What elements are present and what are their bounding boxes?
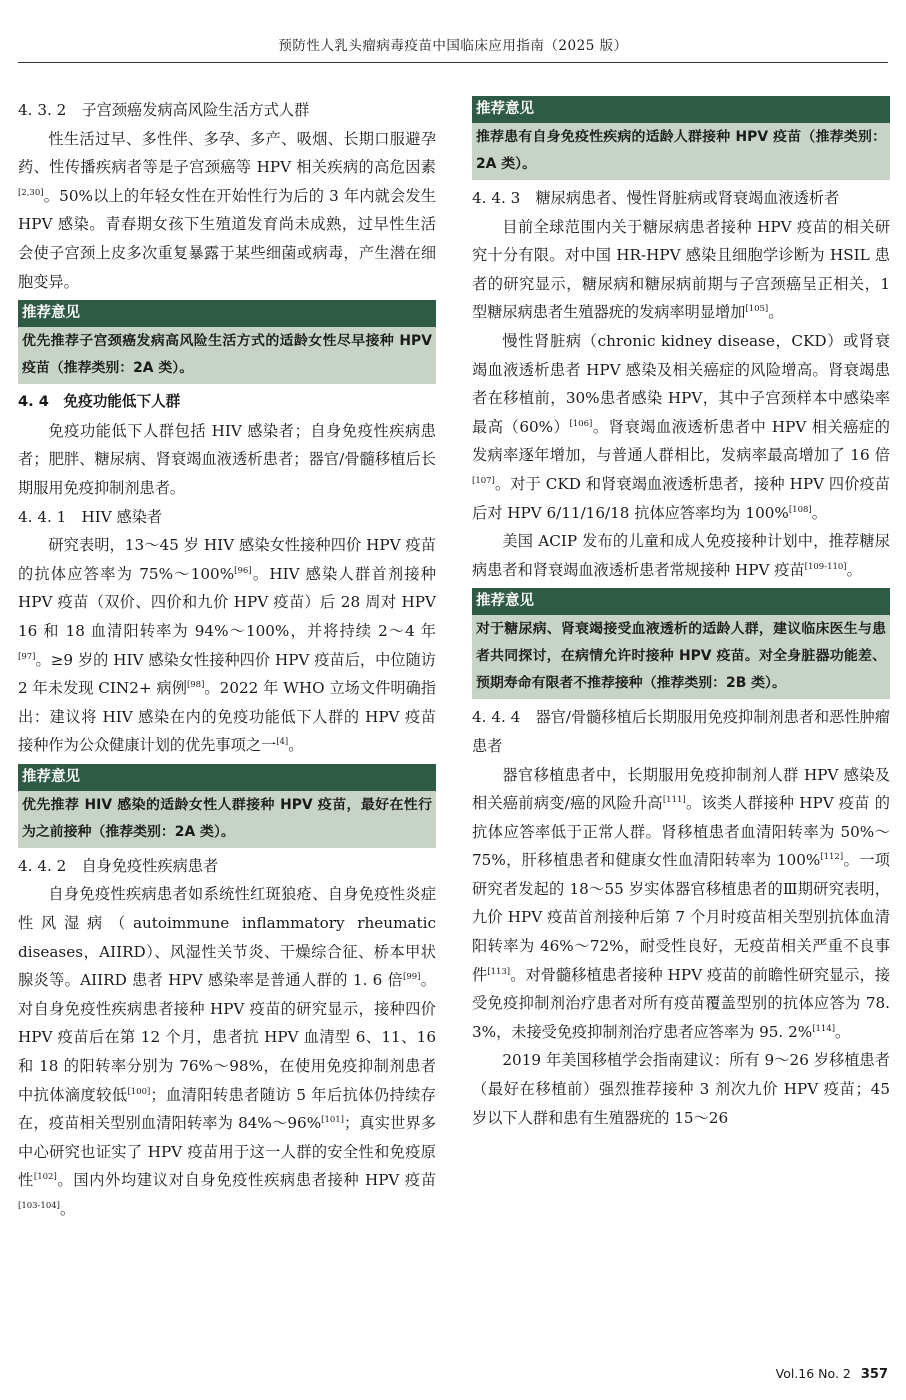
paragraph: 器官移植患者中，长期服用免疫抑制剂人群 HPV 感染及相关癌前病变/癌的风险升高[111]。该类人群接种 HPV 疫苗 的抗体应答率低于正常人群。肾移植患者血清阳转率为 50%～75%，肝移植患者和健康女性血清阳转率为 100%[112]。一项研究者发起的 18～55 岁实体器官移植患者的Ⅲ期研究表明，九价 HPV 疫苗首剂接种后第 7 个月时疫苗相关型别抗体血清阳转率为 46%～72%，耐受性良好，无疫苗相关严重不良事件[113]。对骨髓移植患者接种 HPV 疫苗的前瞻性研究显示，接受免疫抑制剂治疗患者对所有疫苗覆盖型别的抗体应答为 78. 3%，未接受免疫抑制剂治疗患者应答率为 95. 2%[114]。 <box>472 765 891 1041</box>
section-4-4-1-heading: 4. 4. 1 HIV 感染者 <box>18 507 163 526</box>
citation: [106] <box>569 418 593 429</box>
citation: [112] <box>820 852 844 863</box>
recommendation-text: 对于糖尿病、肾衰竭接受血液透析的适龄人群，建议临床医生与患者共同探讨，在病情允许时接种 HPV 疫苗。对全身脏器功能差、预期寿命有限者不推荐接种（推荐类别：2B 类）。 <box>476 621 886 692</box>
citation: [113] <box>487 966 511 977</box>
citation: [4] <box>276 737 289 748</box>
running-head: 预防性人乳头瘤病毒疫苗中国临床应用指南（2025 版） <box>18 34 888 63</box>
paragraph: 性生活过早、多性伴、多孕、多产、吸烟、长期口服避孕药、性传播疾病者等是子宫颈癌等 HPV 相关疾病的高危因素[2,30]。50%以上的年轻女性在开始性行为后的 3 年内就会发生 HPV 感染。青春期女孩下生殖道发育尚未成熟，过早性生活会使子宫颈上皮多次重复暴露于某些细菌或病毒，产生潜在细胞变异。 <box>18 129 436 291</box>
citation: [100] <box>127 1086 151 1097</box>
volume-info: Vol.16 No. 2 <box>775 1366 851 1381</box>
citation: [102] <box>33 1172 57 1183</box>
section-4-4-heading: 4. 4 免疫功能低下人群 <box>18 393 181 411</box>
page-footer <box>776 1366 888 1382</box>
recommendation-heading: 推荐意见 <box>18 764 436 791</box>
paragraph: 2019 年美国移植学会指南建议：所有 9～26 岁移植患者（最好在移植前）强烈推荐接种 3 剂次九价 HPV 疫苗；45 岁以下人群和患有生殖器疣的 15～26 <box>472 1051 890 1127</box>
recommendation-box <box>18 764 436 848</box>
citation: [99] <box>403 972 421 983</box>
citation: [111] <box>662 795 686 806</box>
paragraph: 自身免疫性疾病患者如系统性红斑狼疮、自身免疫性炎症性风湿病（autoimmune inflammatory rheumatic diseases，AIIRD）、风湿性关节炎、干燥综合征、桥本甲状腺炎等。AIIRD 患者 HPV 感染率是普通人群的 1. 6 倍[99]。对自身免疫性疾病患者接种 HPV 疫苗的研究显示，接种四价 HPV 疫苗后在第 12 个月，患者抗 HPV 血清型 6、11、16 和 18 的阳转率分别为 76%～98%，在使用免疫抑制剂患者中抗体滴度较低[100]；血清阳转患者随访 5 年后抗体仍持续存在，疫苗相关型别血清阳转率为 84%～96%[101]；真实世界多中心研究也证实了 HPV 疫苗用于这一人群的安全性和免疫原性[102]。国内外均建议对自身免疫性疾病患者接种 HPV 疫苗[103-104]。 <box>18 885 437 1218</box>
citation: [114] <box>812 1023 836 1034</box>
recommendation-text: 优先推荐 HIV 感染的适龄女性人群接种 HPV 疫苗，最好在性行为之前接种（推荐类别：2A 类）。 <box>22 796 432 840</box>
paragraph: 慢性肾脏病（chronic kidney disease，CKD）或肾衰竭血液透析患者 HPV 感染及相关癌症的风险增高。肾衰竭患者在移植前，30%患者感染 HPV，其中子宫颈样本中感染率最高（60%）[106]。肾衰竭血液透析患者中 HPV 相关癌症的发病率逐年增加，与普通人群相比，发病率最高增加了 16 倍[107]。对于 CKD 和肾衰竭血液透析患者，接种 HPV 四价疫苗后对 HPV 6/11/16/18 抗体应答率均为 100%[108]。 <box>472 331 890 522</box>
left-column <box>18 96 436 1224</box>
paragraph: 美国 ACIP 发布的儿童和成人免疫接种计划中，推荐糖尿病患者和肾衰竭血液透析患者常规接种 HPV 疫苗[109-110]。 <box>472 532 890 579</box>
section-4-4-2-heading: 4. 4. 2 自身免疫性疾病患者 <box>18 856 219 875</box>
citation: [101] <box>321 1115 344 1126</box>
citation: [108] <box>788 504 812 515</box>
citation: [107] <box>472 475 495 486</box>
recommendation-heading: 推荐意见 <box>18 300 436 327</box>
recommendation-box <box>18 300 436 384</box>
recommendation-heading: 推荐意见 <box>472 96 890 123</box>
paragraph: 研究表明，13～45 岁 HIV 感染女性接种四价 HPV 疫苗的抗体应答率为 75%～100%[96]。HIV 感染人群首剂接种 HPV 疫苗（双价、四价和九价 HPV 疫苗）后 28 周对 HPV 16 和 18 血清阳转率为 94%～100%，并将持续 2～4 年[97]。≥9 岁的 HIV 感染女性接种四价 HPV 疫苗后，中位随访 2 年未发现 CIN2+ 病例[98]。2022 年 WHO 立场文件明确指出：建议将 HIV 感染在内的免疫功能低下人群的 HPV 疫苗接种作为公众健康计划的优先事项之一[4]。 <box>18 536 436 755</box>
citation: [97] <box>18 651 36 662</box>
citation: [96] <box>234 565 252 576</box>
citation: [103-104] <box>18 1201 60 1211</box>
page-number: 357 <box>860 1367 888 1382</box>
paragraph: 目前全球范围内关于糖尿病患者接种 HPV 疫苗的相关研究十分有限。对中国 HR-HPV 感染且细胞学诊断为 HSIL 患者的研究显示，糖尿病和糖尿病前期与子宫颈癌呈正相关，1 型糖尿病患者生殖器疣的发病率明显增加[105]。 <box>472 217 890 322</box>
right-column <box>472 96 890 1132</box>
recommendation-text: 推荐患有自身免疫性疾病的适龄人群接种 HPV 疫苗（推荐类别：2A 类）。 <box>476 129 886 172</box>
citation: [109-110] <box>804 561 847 572</box>
recommendation-text: 优先推荐子宫颈癌发病高风险生活方式的适龄女性尽早接种 HPV 疫苗（推荐类别：2A 类）。 <box>22 333 432 377</box>
section-4-3-2-heading: 4. 3. 2 子宫颈癌发病高风险生活方式人群 <box>18 101 310 119</box>
citation: [98] <box>186 680 205 691</box>
recommendation-box <box>472 588 890 699</box>
section-4-4-3-heading: 4. 4. 3 糖尿病患者、慢性肾脏病或肾衰竭血液透析者 <box>472 189 840 207</box>
recommendation-box <box>472 96 890 180</box>
section-4-4-4-heading: 4. 4. 4 器官/骨髓移植后长期服用免疫抑制剂患者和恶性肿瘤患者 <box>472 708 890 755</box>
paragraph: 免疫功能低下人群包括 HIV 感染者；自身免疫性疾病患者；肥胖、糖尿病、肾衰竭血液透析患者；器官/骨髓移植后长期服用免疫抑制剂患者。 <box>18 421 436 497</box>
citation: [2,30] <box>18 187 44 198</box>
citation: [105] <box>745 304 769 315</box>
recommendation-heading: 推荐意见 <box>472 588 890 615</box>
